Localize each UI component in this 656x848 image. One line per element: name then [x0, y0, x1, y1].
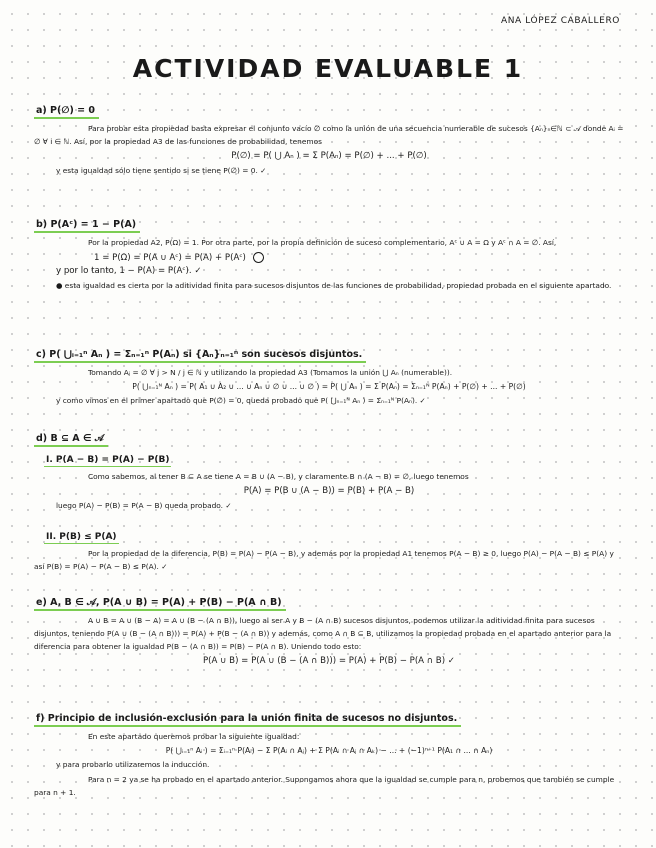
section-c-formula-1: P( ⋃ₙ₌₁ᴺ Aₙ ) = P( A₁ ∪ A₂ ∪ ... ∪ Aₙ ∪ ∅ ∪ ... ∪ ∅ ) = P( ⋃ Aₙ ) = Σ P(Aₙ) = Σₙ₌₁ᴺ P(Aₙ) + P(∅) + ... + P(∅) [132, 382, 526, 391]
section-f-formula-1: P( ⋃ᵢ₌₁ⁿ Aᵢ ) = Σᵢ₌₁ⁿ P(Aᵢ) − Σ P(Aᵢ ∩ Aⱼ) + Σ P(Aᵢ ∩ Aⱼ ∩ Aₖ) − ... + (−1)ⁿ⁺¹ P(A₁ ∩ ... ∩ Aₙ) [165, 746, 493, 755]
section-b-formula-2: y por lo tanto, 1 − P(A) = P(Aᶜ). ✓ [56, 266, 202, 276]
section-e-text-1: A ∪ B = A ∪ (B − A) = A ∪ (B − (A ∩ B)), luego al ser A y B − (A ∩ B) sucesos disjuntos, podemos utilizar la aditividad finita para sucesos disjuntos, teniendo P(A ∪ (B − (A ∩ B))) = P(A) + P(B − (A ∩ B)) y además, como A ∩ B ⊆ B, utilizamos la propiedad probada en el apartado anterior para la diferencia para obtener la igualdad P(B − (A ∩ B)) = P(B) − P(A ∩ B). Uniendo todo esto: [34, 616, 614, 651]
section-d-subheading-1: I. P(A − B) = P(A) − P(B) [46, 455, 170, 465]
section-d [34, 426, 624, 573]
section-d-subheading-2: II. P(B) ≤ P(A) [46, 532, 117, 542]
author-name: ANA LÓPEZ CABALLERO [500, 16, 620, 26]
section-c-heading: c) P( ⋃ᵢ₌₁ⁿ Aₙ ) = Σₙ₌₁ⁿ P(Aₙ) si {Aₙ}ₙ₌₁ⁿ son sucesos disjuntos. [34, 349, 366, 363]
section-d-text-1: Como sabemos, al tener B ⊆ A se tiene A = B ∪ (A − B), y claramente B ∩ (A − B) = ∅, luego tenemos [88, 472, 469, 481]
section-a-heading: a) P(∅) = 0 [34, 105, 99, 119]
section-e-formula-1: P(A ∪ B) = P(A ∪ (B − (A ∩ B))) = P(A) + P(B) − P(A ∩ B) ✓ [203, 656, 455, 666]
section-e-heading: e) A, B ∈ 𝒜, P(A ∪ B) = P(A) + P(B) − P(A ∩ B) [34, 597, 286, 611]
section-d-heading: d) B ⊆ A ∈ 𝒜 [34, 433, 108, 447]
section-e [34, 590, 624, 668]
section-b [34, 212, 624, 292]
section-c-text-1: Tomando Aⱼ = ∅ ∀ j > N / j ∈ ℕ y utilizando la propiedad A3 (Tomamos la unión ⋃ Aₙ (numerable)). [88, 368, 453, 377]
section-a [34, 98, 624, 177]
footnote-circle-icon [253, 252, 264, 263]
section-f-text-2: y para probarlo utilizaremos la inducción. [56, 760, 210, 769]
section-d-text-2: luego P(A) − P(B) = P(A − B) queda probado. ✓ [56, 501, 232, 510]
section-f-heading: f) Principio de inclusión-exclusión para la unión finita de sucesos no disjuntos. [34, 713, 461, 727]
section-b-text-2: ● esta igualdad es cierta por la aditividad finita para sucesos disjuntos de las funciones de probabilidad, propiedad probada en el siguiente apartado. [56, 281, 612, 290]
section-f-text-1: En este apartado queremos probar la siguiente igualdad: [88, 732, 300, 741]
section-c [34, 342, 624, 407]
section-f-text-3: Para n = 2 ya se ha probado en el apartado anterior. Supongamos ahora que la igualdad se cumple para n, probemos que también se cumple para n + 1. [34, 775, 617, 797]
section-f [34, 706, 624, 799]
section-b-text-1: Por la propiedad A2, P(Ω) = 1. Por otra parte, por la propia definición de suceso complementario, Aᶜ ∪ A = Ω y Aᶜ ∩ A = ∅. Así, [88, 238, 557, 247]
section-a-text-2: y esta igualdad sólo tiene sentido si se tiene P(∅) = 0. ✓ [56, 166, 267, 175]
section-c-text-2: y como vimos en el primer apartado que P(∅) = 0, queda probado que P( ⋃ₙ₌₁ᴺ Aₙ ) = Σₙ₌₁ᴺ P(Aₙ). ✓ [56, 396, 426, 405]
page-title: ACTIVIDAD EVALUABLE 1 [132, 54, 524, 83]
section-d-formula-1: P(A) = P(B ∪ (A − B)) = P(B) + P(A − B) [243, 486, 415, 496]
section-a-formula-1: P(∅) = P( ⋃ Aₙ ) = Σ P(Aₙ) = P(∅) + ... + P(∅) [231, 151, 427, 161]
section-a-text-1: Para probar esta propiedad basta expresar el conjunto vacío ∅ como la unión de una secuencia numerable de sucesos {Aₙ}ₙ∈ℕ ⊂ 𝒜 donde Aᵢ = ∅ ∀ i ∈ ℕ. Así, por la propiedad A3 de las funciones de probabilidad, tenemos [34, 124, 626, 146]
section-b-formula-1: 1 = P(Ω) = P(A ∪ Aᶜ) = P(A) + P(Aᶜ) [94, 253, 246, 263]
section-d-text-3: Por la propiedad de la diferencia, P(B) = P(A) − P(A − B), y además por la propiedad A1 tenemos P(A − B) ≥ 0, luego P(A) − P(A − B) ≤ P(A) y así P(B) = P(A) − P(A − B) ≤ P(A). ✓ [34, 549, 617, 571]
section-b-heading: b) P(Aᶜ) = 1 − P(A) [34, 219, 140, 233]
